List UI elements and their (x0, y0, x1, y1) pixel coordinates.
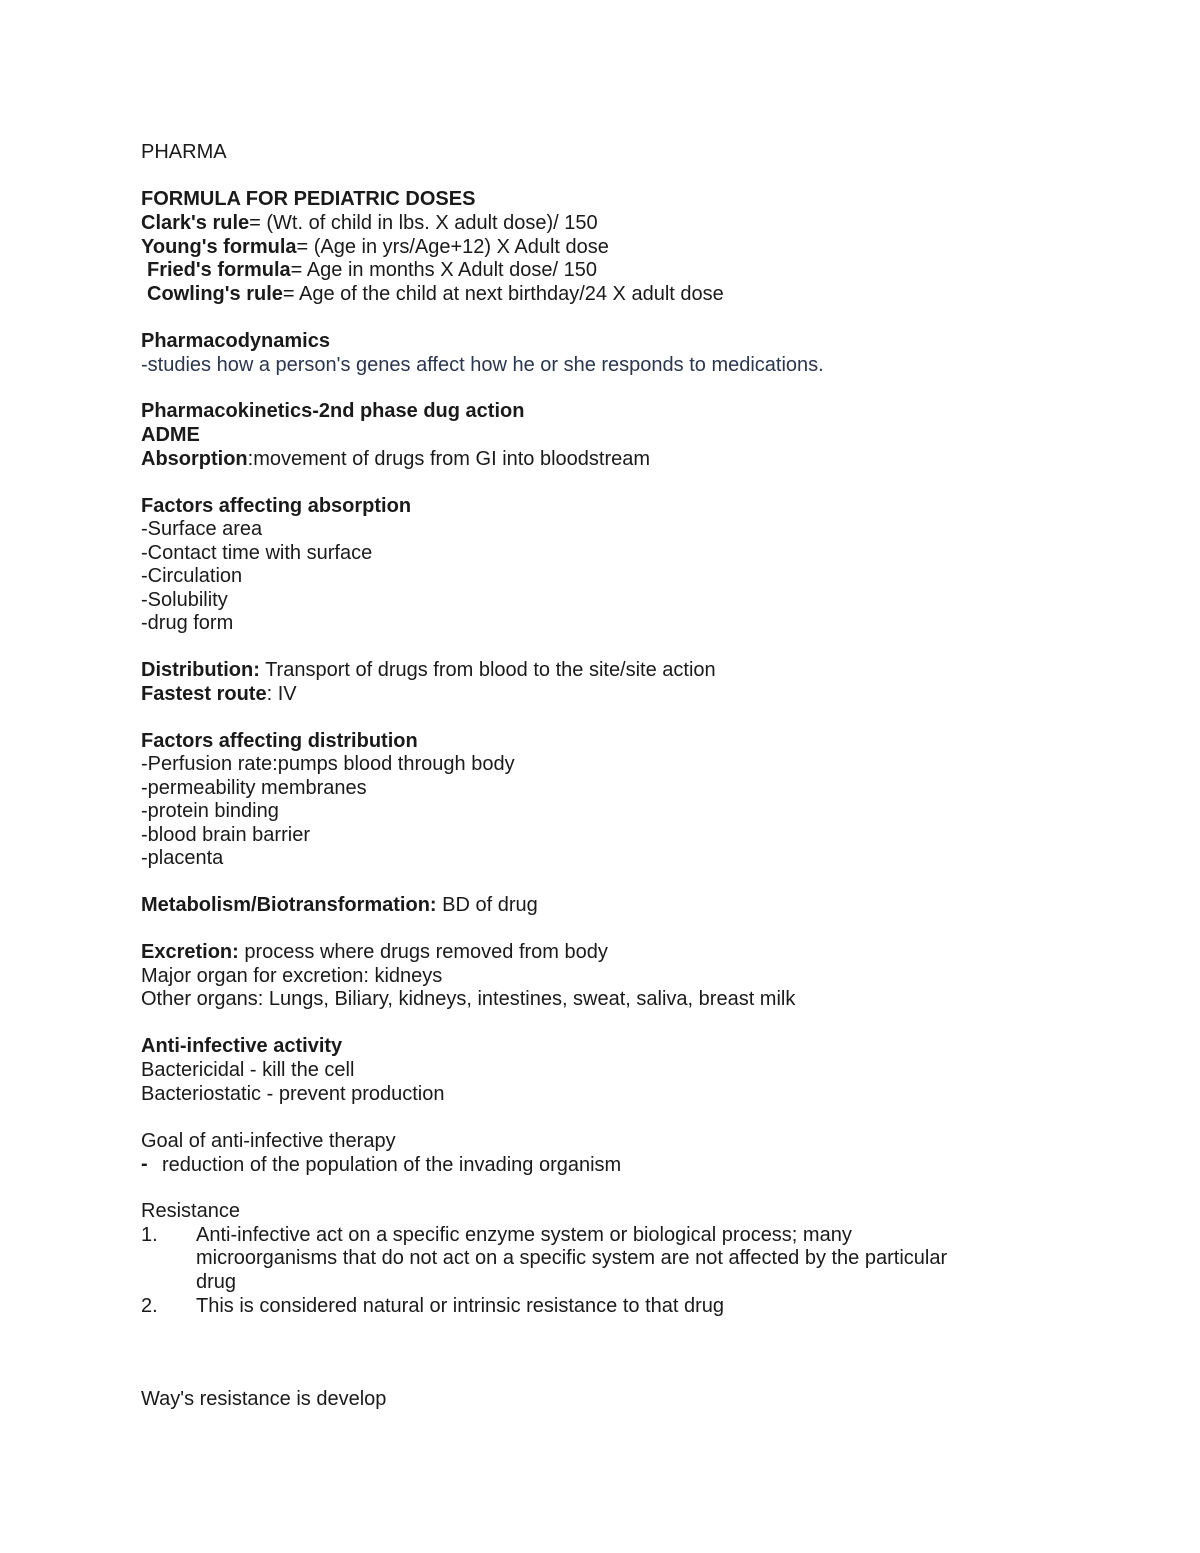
resistance-item-1-line-1: Anti-infective act on a specific enzyme system or biological process; many (196, 1224, 852, 1246)
anti-infective-heading: Anti-infective activity (141, 1035, 343, 1057)
ways-resistance-heading: Way's resistance is develop (141, 1388, 387, 1410)
absorption-label: Absorption (141, 448, 248, 470)
resistance-item-1-line-2: microorganisms that do not act on a specific system are not affected by the particular (196, 1247, 948, 1269)
pharmacodynamics-heading: Pharmacodynamics (141, 330, 330, 352)
cowling-rule-text: = Age of the child at next birthday/24 X adult dose (282, 283, 724, 305)
goal-text: reduction of the population of the invading organism (162, 1154, 622, 1176)
list-item: -Perfusion rate:pumps blood through body (141, 753, 515, 775)
absorption-text: :movement of drugs from GI into bloodstream (247, 448, 651, 470)
metabolism-label: Metabolism/Biotransformation: (141, 894, 437, 916)
absorption-factors-heading: Factors affecting absorption (141, 495, 412, 517)
pharmacodynamics-text: -studies how a person's genes affect how he or she responds to medications. (141, 354, 824, 376)
list-item: -protein binding (141, 800, 279, 822)
distribution-label: Distribution: (141, 659, 260, 681)
goal-heading: Goal of anti-infective therapy (141, 1130, 396, 1152)
clark-rule-line (141, 211, 598, 235)
distribution-factors-heading: Factors affecting distribution (141, 730, 418, 752)
resistance-heading: Resistance (141, 1200, 240, 1222)
excretion-major-organ: Major organ for excretion: kidneys (141, 965, 443, 987)
excretion-text: process where drugs removed from body (238, 941, 608, 963)
resistance-item-2-text: This is considered natural or intrinsic resistance to that drug (196, 1295, 725, 1317)
clark-rule-text: = (Wt. of child in lbs. X adult dose)/ 150 (249, 212, 598, 234)
list-item: -placenta (141, 847, 224, 869)
resistance-item-2-number: 2. (141, 1295, 158, 1317)
distribution-text: Transport of drugs from blood to the site/site action (259, 659, 716, 681)
absorption-line (141, 447, 650, 471)
fastest-route-line (141, 682, 297, 706)
bactericidal-line: Bactericidal - kill the cell (141, 1059, 355, 1081)
goal-bullet: - (141, 1153, 148, 1175)
fried-formula-label: Fried's formula (147, 259, 291, 281)
bacteriostatic-line: Bacteriostatic - prevent production (141, 1083, 445, 1105)
resistance-item-1-number: 1. (141, 1224, 158, 1246)
cowling-rule-label: Cowling's rule (147, 283, 283, 305)
cowling-rule-line (147, 282, 724, 306)
fried-formula-text: = Age in months X Adult dose/ 150 (290, 259, 597, 281)
metabolism-text: BD of drug (436, 894, 538, 916)
list-item: -Solubility (141, 589, 228, 611)
excretion-label: Excretion: (141, 941, 239, 963)
pharmacokinetics-heading: Pharmacokinetics-2nd phase dug action (141, 400, 525, 422)
fastest-route-label: Fastest route (141, 683, 267, 705)
adme-heading: ADME (141, 424, 200, 446)
list-item: -drug form (141, 612, 234, 634)
pediatric-heading: FORMULA FOR PEDIATRIC DOSES (141, 188, 476, 210)
list-item: -permeability membranes (141, 777, 367, 799)
metabolism-line (141, 893, 538, 917)
document-title: PHARMA (141, 141, 227, 163)
young-formula-text: = (Age in yrs/Age+12) X Adult dose (296, 236, 609, 258)
list-item: -Surface area (141, 518, 263, 540)
list-item: -Circulation (141, 565, 243, 587)
list-item: -Contact time with surface (141, 542, 373, 564)
fried-formula-line (147, 258, 597, 282)
excretion-other-organs: Other organs: Lungs, Biliary, kidneys, intestines, sweat, saliva, breast milk (141, 988, 796, 1010)
excretion-line (141, 940, 608, 964)
young-formula-label: Young's formula (141, 236, 297, 258)
list-item: -blood brain barrier (141, 824, 310, 846)
clark-rule-label: Clark's rule (141, 212, 250, 234)
resistance-item-1-line-3: drug (196, 1271, 237, 1293)
young-formula-line (141, 235, 609, 259)
fastest-route-text: : IV (266, 683, 297, 705)
distribution-line (141, 658, 716, 682)
